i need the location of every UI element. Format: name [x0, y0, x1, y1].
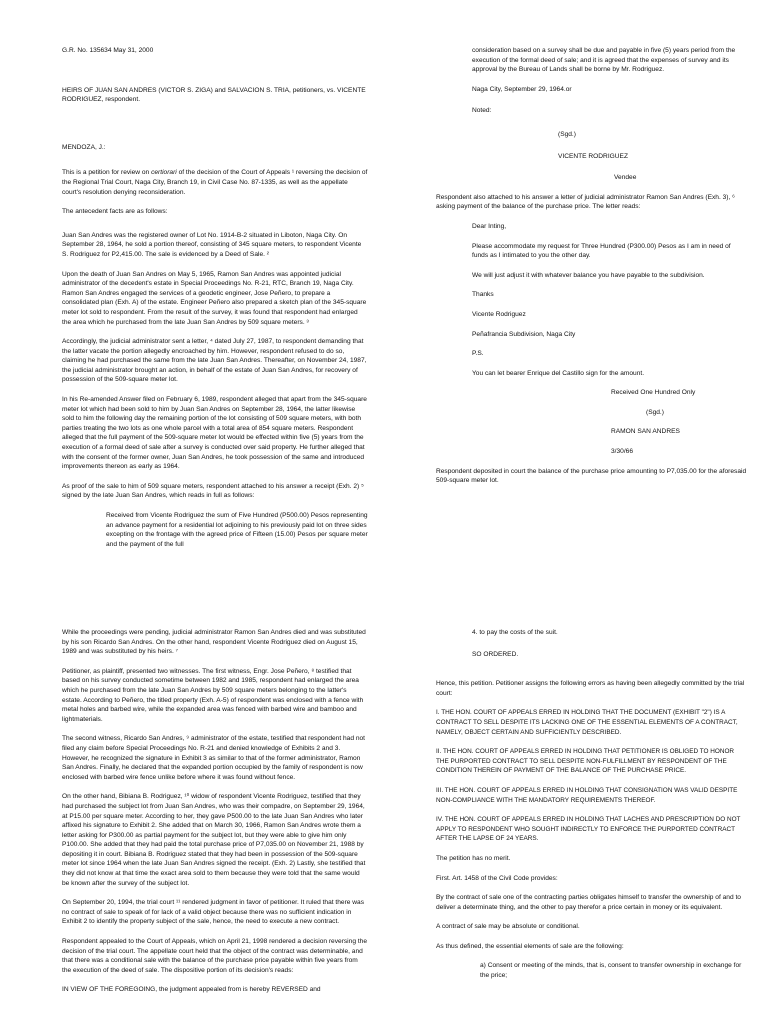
- paragraph: A contract of sale may be absolute or conditional.: [436, 923, 580, 931]
- paragraph: IN VIEW OF THE FOREGOING, the judgment appealed from is hereby REVERSED and: [62, 986, 321, 994]
- letter-salutation: Dear Inting,: [472, 222, 507, 230]
- paragraph: First. Art. 1458 of the Civil Code provides:: [436, 874, 558, 882]
- intro-paragraph: [62, 168, 368, 197]
- intro-certiorari: certiorari: [151, 169, 177, 177]
- receipt-quote-continued: consideration based on a survey shall be due and payable in five (5) years period from the execution of the formal deed of sale; and it is agreed that the expenses of survey and its approval by the Bureau of Lands shall be borne by Mr. Rodriguez.: [472, 47, 736, 74]
- page-4-text: [436, 628, 748, 991]
- paragraph: Respondent appealed to the Court of Appeals, which on April 21, 1998 rendered a decision reversing the decision of the trial court. The appellate court held that the object of the contract was determinable, and that there was a conditional sale with the balance of the purchase price payable within five years from the execution of the deed of sale. The dispositive portion of its decision's reads:: [62, 938, 367, 974]
- document-page-4: [384, 600, 768, 1024]
- assigned-error: III. THE HON. COURT OF APPEALS ERRED IN HOLDING THAT CONSIGNATION WAS VALID DESPITE NON-COMPLIANCE WITH THE MANDATORY REQUIREMENTS THEREOF.: [436, 786, 738, 804]
- letter-thanks: Thanks: [472, 291, 494, 299]
- receipt-quote: Received from Vicente Rodriguez the sum of Five Hundred (P500.00) Pesos representing an advance payment for a residential lot adjoining to his previously paid lot on three sides excepting on the frontage with the agreed price of Fifteen (15.00) Pesos per square meter and the payment of the full: [106, 512, 368, 548]
- administrator-name: RAMON SAN ANDRES: [611, 428, 680, 436]
- paragraph: As proof of the sale to him of 509 square meters, respondent attached to his answer a receipt (Exh. 2) ⁵ signed by the late Juan San Andres, which reads in full as follows:: [62, 482, 364, 500]
- letter-body: We will just adjust it with whatever balance you have payable to the subdivision.: [472, 271, 705, 279]
- so-ordered: SO ORDERED.: [472, 650, 519, 658]
- antecedent-facts: The antecedent facts are as follows:: [62, 208, 168, 216]
- intro-text-b: of the decision of the Court of Appeals ¹ reversing the decision of the Regional Trial Court, Naga City, Branch 19, in Civil Case No. 87-1335, as well as the appellate court's resolution denying reconsideration.: [62, 169, 368, 196]
- page-1-text: [62, 46, 368, 559]
- paragraph: By the contract of sale one of the contracting parties obligates himself to transfer the ownership of and to deliver a determinate thing, and the other to pay therefor a price certain in money or its equivalent.: [436, 894, 741, 911]
- assigned-error: II. THE HON. COURT OF APPEALS ERRED IN HOLDING THAT PETITIONER IS OBLIGED TO HONOR THE PURPORTED CONTRACT TO SELL DESPITE NON-FULFILLMENT BY RESPONDENT OF THE CONDITION THEREIN OF PAYMENT OF THE BALANCE OF THE PURCHASE PRICE.: [436, 748, 735, 775]
- letter-addressee: Vicente Rodriguez: [472, 310, 526, 318]
- paragraph: On the other hand, Bibiana B. Rodriguez, ¹⁰ widow of respondent Vicente Rodriguez, testified that they had purchased the subject lot from Juan San Andres, who was their compadre, on September 29, 1964, at P15.00 per square meter. According to her, they gave P500.00 to the late Juan San Andres who later affixed his signature to Exhibit 2. She added that on March 30, 1966, Ramon San Andres wrote them a letter asking for P300.00 as partial payment for the subject lot, but they were able to give him only P100.00. She added that they had paid the total purchase price of P7,035.00 on November 21, 1988 by depositing it in court. Bibiana B. Rodriguez stated that they had been in possession of the 509-square meter lot since 1964 when the late Juan San Andres signed the receipt. (Exh. 2) Lastly, she testified that they did not know at that time the exact area sold to them because they were told that the same would be known after the survey of the subject lot.: [62, 793, 366, 887]
- element-item: a) Consent or meeting of the minds, that is, consent to transfer ownership in exchange for the price;: [480, 962, 742, 980]
- ponente: MENDOZA, J.:: [62, 143, 106, 151]
- case-parties: HEIRS OF JUAN SAN ANDRES (VICTOR S. ZIGA) and SALVACION S. TRIA, petitioners, vs. VICENTE RODRIGUEZ, respondent.: [62, 86, 366, 104]
- assigned-error: IV. THE HON. COURT OF APPEALS ERRED IN HOLDING THAT LACHES AND PRESCRIPTION DO NOT APPLY TO RESPONDENT WHO SOUGHT INDIRECTLY TO ENFORCE THE PURPORTED CONTRACT AFTER THE LAPSE OF 24 YEARS.: [436, 816, 741, 843]
- paragraph: As thus defined, the essential elements of sale are the following:: [436, 942, 624, 950]
- paragraph: The petition has no merit.: [436, 854, 511, 862]
- signature-mark: (Sgd.): [646, 408, 664, 416]
- vendee-label: Vendee: [614, 174, 637, 182]
- paragraph: Respondent deposited in court the balance of the purchase price amounting to P7,035.00 for the aforesaid 509-square meter lot.: [436, 467, 747, 485]
- document-page-1: [0, 0, 384, 600]
- document-page-3: [0, 600, 384, 1024]
- page-2-text: [436, 46, 748, 496]
- page-3-text: [62, 628, 368, 1005]
- paragraph: Juan San Andres was the registered owner of Lot No. 1914-B-2 situated in Liboton, Naga City. On September 28, 1964, he sold a portion thereof, consisting of 345 square meters, to respondent Vicente S. Rodriguez for P2,415.00. The sale is evidenced by a Deed of Sale. ²: [62, 231, 362, 258]
- letter-received: Received One Hundred Only: [611, 389, 696, 397]
- case-citation: G.R. No. 135634 May 31, 2000: [62, 47, 154, 54]
- intro-text-a: This is a petition for review on: [62, 169, 150, 177]
- document-page-2: [384, 0, 768, 600]
- assigned-error: I. THE HON. COURT OF APPEALS ERRED IN HOLDING THAT THE DOCUMENT (EXHIBIT "2") IS A CONTRACT TO SELL DESPITE ITS LACKING ONE OF THE ESSENTIAL ELEMENTS OF A CONTRACT, NAMELY, OBJECT CERTAIN AND SUFFICIENTLY DESCRIBED.: [436, 709, 738, 736]
- letter-ps-text: You can let bearer Enrique del Castillo sign for the amount.: [472, 369, 645, 377]
- paragraph: Upon the death of Juan San Andres on May 5, 1965, Ramon San Andres was appointed judicial administrator of the decedent's estate in Special Proceedings No. R-21, RTC, Branch 19, Naga City. Ramon San Andres engaged the services of a geodetic engineer, Jose Peñero, to prepare a consolidated plan (Exh. A) of the estate. Engineer Peñero also prepared a sketch plan of the 345-square meter lot sold to respondent. From the result of the survey, it was found that respondent had enlarged the area which he purchased from the late Juan San Andres by 509 square meters. ³: [62, 270, 367, 326]
- paragraph: Petitioner, as plaintiff, presented two witnesses. The first witness, Engr. Jose Peñero, ⁸ testified that based on his survey conducted sometime between 1982 and 1985, respondent had enlarged the area which he purchased from the late Juan San Andres by 509 square meters belonging to the latter's estate. According to Peñero, the titled property (Exh. A-5) of respondent was enclosed with a fence with metal holes and barbed wire, while the expanded area was fenced with barbed wire and bamboo and lightmaterials.: [62, 667, 364, 723]
- noted-label: Noted:: [472, 107, 492, 115]
- dispositive-item: 4. to pay the costs of the suit.: [472, 629, 558, 636]
- signature-mark: (Sgd.): [558, 130, 576, 138]
- paragraph: On September 20, 1994, the trial court ¹¹ rendered judgment in favor of petitioner. It ruled that there was no contract of sale to speak of for lack of a valid object because there was no sufficient indication in Exhibit 2 to identify the property subject of the sale, hence, the need to execute a new contract.: [62, 899, 365, 926]
- letter-date: 3/30/66: [611, 448, 633, 456]
- paragraph: While the proceedings were pending, judicial administrator Ramon San Andres died and was substituted by his son Ricardo San Andres. On the other hand, respondent Vicente Rodriguez died on August 15, 1989 and was substituted by his heirs. ⁷: [62, 629, 366, 656]
- paragraph: Accordingly, the judicial administrator sent a letter, ⁴ dated July 27, 1987, to respondent demanding that the latter vacate the portion allegedly encroached by him. However, respondent refused to do so, claiming he had purchased the same from the late Juan San Andres. Thereafter, on November 24, 1987, the judicial administrator brought an action, in behalf of the estate of Juan San Andres, for recovery of possession of the 509-square meter lot.: [62, 338, 367, 384]
- paragraph: Respondent also attached to his answer a letter of judicial administrator Ramon San Andres (Exh. 3), ⁶ asking payment of the balance of the purchase price. The letter reads:: [436, 193, 735, 211]
- letter-body: Please accommodate my request for Three Hundred (P300.00) Pesos as I am in need of funds as I intimated to you the other day.: [472, 242, 731, 260]
- paragraph: The second witness, Ricardo San Andres, ⁹ administrator of the estate, testified that respondent had not filed any claim before Special Proceedings No. R-21 and denied knowledge of Exhibits 2 and 3. However, he recognized the signature in Exhibit 3 as similar to that of the former administrator, Ramon San Andres. Finally, he declared that the expanded portion occupied by the family of respondent is now enclosed with barbed wire fence unlike before where it was found without fence.: [62, 735, 366, 781]
- paragraph: In his Re-amended Answer filed on February 6, 1989, respondent alleged that apart from the 345-square meter lot which had been sold to him by Juan San Andres on September 28, 1964, the latter likewise sold to him the following day the remaining portion of the lot consisting of 509 square meters, with both parties treating the two lots as one whole parcel with a total area of 854 square meters. Respondent alleged that the full payment of the 509-square meter lot would be effected within five (5) years from the execution of a formal deed of sale after a survey is conducted over said property. He further alleged that with the consent of the former owner, Juan San Andres, he took possession of the same and introduced improvements thereon as early as 1964.: [62, 396, 367, 471]
- letter-address: Peñafrancia Subdivision, Naga City: [472, 330, 576, 338]
- letter-ps-label: P.S.: [472, 350, 484, 358]
- paragraph: Hence, this petition. Petitioner assigns the following errors as having been allegedly committed by the trial court:: [436, 680, 745, 697]
- vendee-name: VICENTE RODRIGUEZ: [558, 152, 628, 160]
- receipt-place-date: Naga City, September 29, 1964.or: [472, 85, 572, 93]
